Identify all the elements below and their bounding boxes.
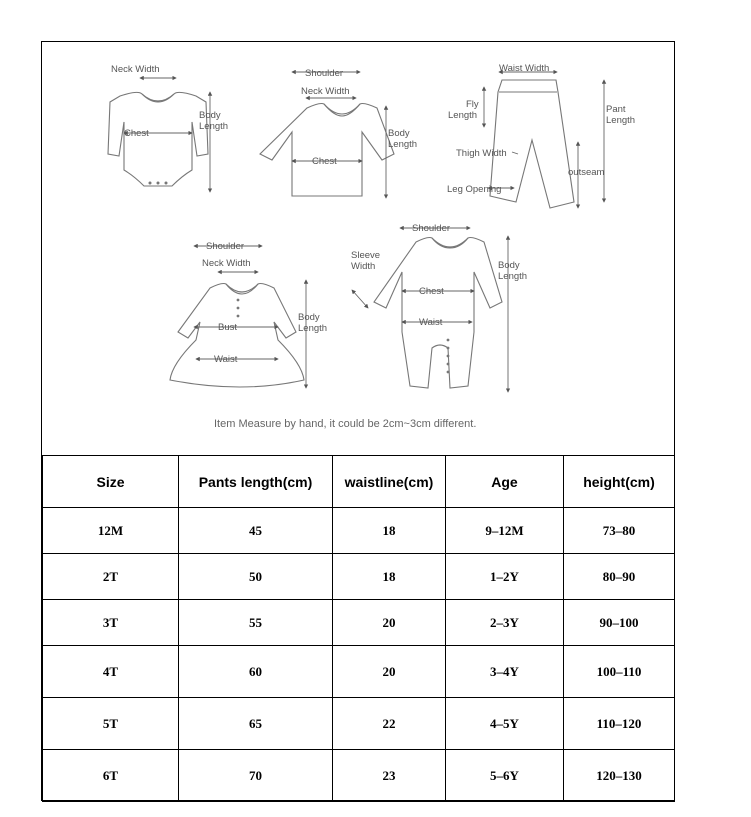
cell-height: 100–110 bbox=[564, 646, 675, 698]
pants-outseam-label: outseam bbox=[568, 167, 605, 178]
pants-drawing bbox=[447, 63, 635, 208]
bodysuit-body-label: Body bbox=[199, 110, 221, 121]
romper-waist-label: Waist bbox=[419, 317, 443, 328]
cell-height: 110–120 bbox=[564, 698, 675, 750]
dress-bust-label: Bust bbox=[218, 322, 238, 333]
cell-waistline: 20 bbox=[333, 646, 446, 698]
romper-sleeve-label: Sleeve bbox=[351, 250, 381, 261]
cell-waistline: 20 bbox=[333, 600, 446, 646]
pants-pant-label: Pant bbox=[606, 104, 626, 115]
size-table bbox=[42, 455, 675, 802]
pants-thigh-label: Thigh Width bbox=[456, 148, 507, 159]
table-row bbox=[43, 750, 675, 802]
pants-leg-label: Leg Opening bbox=[447, 184, 502, 195]
cell-height: 90–100 bbox=[564, 600, 675, 646]
bodysuit-length-label: Length bbox=[199, 121, 229, 132]
cell-age: 1–2Y bbox=[446, 554, 564, 600]
header-size: Size bbox=[43, 456, 179, 508]
header-height: height(cm) bbox=[564, 456, 675, 508]
size-chart-frame bbox=[41, 41, 675, 801]
cell-height: 80–90 bbox=[564, 554, 675, 600]
table-row bbox=[43, 508, 675, 554]
romper-shoulder-label: Shoulder bbox=[412, 223, 451, 234]
romper-body-label: Body bbox=[498, 260, 520, 271]
romper-drawing bbox=[351, 223, 527, 392]
table-row bbox=[43, 698, 675, 750]
romper-length-label: Length bbox=[498, 271, 528, 282]
cell-age: 5–6Y bbox=[446, 750, 564, 802]
dress-length-label: Length bbox=[298, 323, 328, 334]
measurement-diagram bbox=[42, 42, 676, 455]
table-row bbox=[43, 600, 675, 646]
cell-height: 120–130 bbox=[564, 750, 675, 802]
cell-pants-length: 50 bbox=[179, 554, 333, 600]
cell-pants-length: 45 bbox=[179, 508, 333, 554]
pants-fly-length-label: Length bbox=[448, 110, 478, 121]
cell-waistline: 22 bbox=[333, 698, 446, 750]
romper-sleeve-width-label: Width bbox=[351, 261, 376, 272]
measurement-note: Item Measure by hand, it could be 2cm~3cm different. bbox=[214, 418, 477, 430]
bodysuit-drawing bbox=[108, 64, 228, 192]
bodysuit-chest-label: Chest bbox=[124, 128, 149, 139]
dress-waist-label: Waist bbox=[214, 354, 238, 365]
shirt-drawing bbox=[260, 68, 417, 198]
dress-neck-label: Neck Width bbox=[202, 258, 251, 269]
cell-age: 3–4Y bbox=[446, 646, 564, 698]
dress-body-label: Body bbox=[298, 312, 320, 323]
header-age: Age bbox=[446, 456, 564, 508]
shirt-length-label: Length bbox=[388, 139, 418, 150]
cell-waistline: 23 bbox=[333, 750, 446, 802]
pants-fly-label: Fly bbox=[466, 99, 479, 110]
cell-size: 2T bbox=[43, 554, 179, 600]
cell-size: 12M bbox=[43, 508, 179, 554]
header-pants-length: Pants length(cm) bbox=[179, 456, 333, 508]
romper-chest-label: Chest bbox=[419, 286, 444, 297]
cell-size: 6T bbox=[43, 750, 179, 802]
table-row bbox=[43, 554, 675, 600]
cell-pants-length: 55 bbox=[179, 600, 333, 646]
table-row bbox=[43, 646, 675, 698]
cell-age: 4–5Y bbox=[446, 698, 564, 750]
shirt-chest-label: Chest bbox=[312, 156, 337, 167]
cell-pants-length: 70 bbox=[179, 750, 333, 802]
cell-waistline: 18 bbox=[333, 554, 446, 600]
cell-age: 9–12M bbox=[446, 508, 564, 554]
cell-size: 4T bbox=[43, 646, 179, 698]
pants-waist-label: Waist Width bbox=[499, 63, 550, 74]
cell-waistline: 18 bbox=[333, 508, 446, 554]
shirt-body-label: Body bbox=[388, 128, 410, 139]
garment-diagrams bbox=[42, 42, 676, 455]
cell-height: 73–80 bbox=[564, 508, 675, 554]
dress-drawing bbox=[170, 241, 327, 388]
pants-pant-length-label: Length bbox=[606, 115, 636, 126]
bodysuit-neck-label: Neck Width bbox=[111, 64, 160, 75]
cell-size: 5T bbox=[43, 698, 179, 750]
table-header-row bbox=[43, 456, 675, 508]
shirt-shoulder-label: Shoulder bbox=[305, 68, 344, 79]
dress-shoulder-label: Shoulder bbox=[206, 241, 245, 252]
cell-pants-length: 65 bbox=[179, 698, 333, 750]
header-waistline: waistline(cm) bbox=[333, 456, 446, 508]
cell-size: 3T bbox=[43, 600, 179, 646]
cell-pants-length: 60 bbox=[179, 646, 333, 698]
shirt-neck-label: Neck Width bbox=[301, 86, 350, 97]
cell-age: 2–3Y bbox=[446, 600, 564, 646]
